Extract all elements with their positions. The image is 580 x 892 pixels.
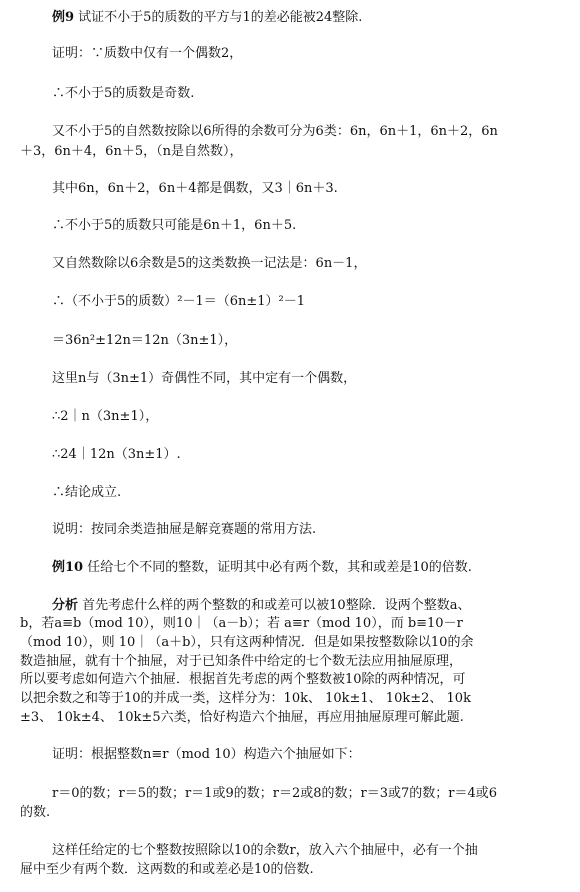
proof-line: ＝36n²±12n＝12n（3n±1）， [52, 333, 238, 348]
analysis-label: 分析 [52, 598, 79, 613]
proof-line: 的数. [20, 805, 51, 820]
proof-line: 这样任给定的七个整数按照除以10的余数r，放入六个抽屉中，必有一个抽 [52, 843, 478, 858]
proof-line: 屉中至少有两个数．这两数的和或差必是10的倍数. [20, 862, 314, 877]
proof-line: ∴不小于5的质数是奇数. [52, 86, 195, 101]
proof-line: 证明：根据整数n≡r（mod 10）构造六个抽屉如下： [52, 747, 361, 762]
proof-line: ∴2｜n（3n±1）， [52, 409, 159, 424]
proof-line: 其中6n，6n＋2，6n＋4都是偶数，又3｜6n＋3. [52, 181, 338, 196]
analysis-line: 所以要考虑如何造六个抽屉．根据首先考虑的两个整数被10除的两种情况，可 [20, 672, 466, 687]
analysis-line: ±3、 10k±4、 10k±5六类，恰好构造六个抽屉，再应用抽屉原理可解此题. [20, 710, 464, 725]
proof-line: 又不小于5的自然数按除以6所得的余数可分为6类：6n，6n＋1，6n＋2，6n [52, 124, 498, 139]
proof-line: ∴24｜12n（3n±1）. [52, 447, 181, 462]
example-9-statement: 例9 试证不小于5的质数的平方与1的差必能被24整除. [52, 10, 363, 25]
proof-line: ∴结论成立. [52, 485, 122, 500]
note-line: 说明：按同余类造抽屉是解竞赛题的常用方法. [52, 522, 317, 537]
proof-line: ＋3，6n＋4，6n＋5，（n是自然数）， [20, 144, 243, 159]
proof-line: 这里n与（3n±1）奇偶性不同，其中定有一个偶数， [52, 371, 357, 386]
proof-line: 证明：∵质数中仅有一个偶数2， [52, 46, 243, 61]
analysis-line: 以把余数之和等于10的并成一类，这样分为：10k、 10k±1、 10k±2、 10k [20, 691, 471, 706]
example-label: 例10 [52, 560, 84, 575]
analysis-line: 数造抽屉，就有十个抽屉，对于已知条件中给定的七个数无法应用抽屉原理， [20, 654, 463, 669]
proof-line: ∴不小于5的质数只可能是6n＋1，6n＋5. [52, 218, 297, 233]
analysis-line: b，若a≡b（mod 10），则10｜（a－b）；若 a≡r（mod 10），而 b≡10－r [20, 616, 463, 631]
proof-line: r＝0的数；r＝5的数；r＝1或9的数；r＝2或8的数；r＝3或7的数；r＝4或6 [52, 786, 497, 801]
example-label: 例9 [52, 10, 75, 25]
analysis-line: 分析 首先考虑什么样的两个整数的和或差可以被10整除．设两个整数a、 [52, 598, 471, 613]
proof-line: 又自然数除以6余数是5的这类数换一记法是：6n－1， [52, 256, 367, 271]
proof-line: ∴（不小于5的质数）²－1＝（6n±1）²－1 [52, 294, 306, 309]
example-10-statement: 例10 任给七个不同的整数，证明其中必有两个数，其和或差是10的倍数. [52, 560, 472, 575]
analysis-line: （mod 10），则 10｜（a＋b），只有这两种情况．但是如果按整数除以10的余 [20, 635, 474, 650]
